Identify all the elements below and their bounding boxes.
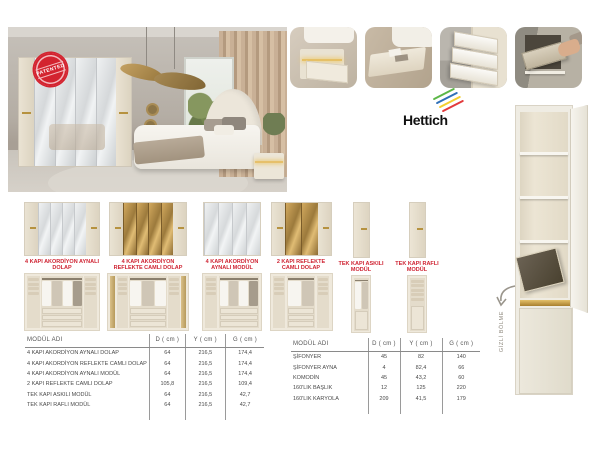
plant: [263, 113, 285, 147]
open-glass-door: [110, 276, 115, 328]
side-shelves: [27, 276, 40, 328]
open-door: [570, 105, 588, 313]
side-shelves: [168, 276, 179, 328]
thumb-hidden-compartment: [515, 27, 582, 88]
pillow: [214, 125, 234, 135]
pendant-cord: [146, 27, 147, 69]
col-header-module: MODÜL ADI: [291, 338, 368, 352]
table-row-spacer: [291, 404, 480, 414]
side-shelves: [117, 276, 128, 328]
thumb-open-drawers: [440, 27, 507, 88]
side-shelves: [84, 276, 97, 328]
hettich-logo: [403, 98, 467, 130]
module-1-open-image: [24, 273, 100, 331]
wardrobe-side-door: [19, 58, 34, 166]
shelf: [520, 196, 568, 199]
table-row: ŞİFONYER 45 82 140: [291, 352, 480, 363]
hanging-section: [354, 278, 369, 331]
hanging-section: [129, 276, 167, 328]
door-panel: [110, 203, 123, 255]
mirror-reflection: [49, 124, 105, 150]
col-header-y: Y ( cm ): [400, 338, 442, 352]
table-row: 4 KAPI AKORDİYON AYNALI MODÜL 64 216,5 174,4: [25, 369, 264, 379]
cabinet-body: [515, 105, 573, 395]
hettich-wordmark: Hettich: [403, 112, 448, 128]
spec-table-wardrobe: [25, 334, 265, 420]
col-header-y: Y ( cm ): [185, 334, 225, 348]
module-group-2: [107, 202, 189, 331]
module-group-3: [198, 202, 266, 331]
bedroom-photo: [8, 27, 287, 192]
table-row: 160'LIK KARYOLA 209 41,5 179: [291, 394, 480, 404]
module-group-6: [393, 202, 441, 333]
door-panel: [25, 203, 38, 255]
spec-table-bedroom: [291, 338, 482, 414]
module-1-closed-image: [24, 202, 100, 256]
col-header-d: D ( cm ): [368, 338, 400, 352]
module-2-label: 4 KAPI AKORDİYON REFLEKTE CAMLI DOLAP: [113, 258, 183, 271]
module-2-open-image: [107, 273, 189, 331]
module-4-open-image: [270, 273, 333, 331]
table-row-spacer: [25, 410, 264, 420]
door-panel: [173, 203, 186, 255]
mirror-panels: [38, 203, 86, 255]
col-header-g: G ( cm ): [225, 334, 264, 348]
shelf: [520, 152, 568, 155]
col-header-g: G ( cm ): [442, 338, 480, 352]
module-3-label: 4 KAPI AKORDİYON AYNALI MODÜL: [205, 258, 259, 271]
table-row: TEK KAPI RAFLI MODÜL 64 216,5 42,7: [25, 400, 264, 410]
module-group-4: [268, 202, 334, 331]
side-shelves: [205, 276, 217, 328]
gold-accent-strip: [520, 300, 570, 306]
pendant-cord: [174, 27, 175, 69]
patented-stamp-label: PATENTED: [35, 62, 66, 77]
mirror-panels: [204, 203, 260, 255]
table-row: 4 KAPI AKORDİYON REFLEKTE CAMLI DOLAP 64 216,5 174,4: [25, 358, 264, 368]
arrow-icon: [493, 283, 519, 309]
hidden-compartment-cabinet: [499, 105, 588, 400]
bottom-door: [519, 308, 572, 394]
module-5-open-image: [351, 275, 371, 333]
reflective-glass-panels: [123, 203, 173, 255]
table-row: 160'LIK BAŞLIK 12 125 220: [291, 383, 480, 393]
module-4-closed-image: [271, 202, 332, 256]
hidden-compartment-annotation: GİZLİ BÖLME: [499, 311, 505, 353]
shelf-section: [410, 278, 425, 331]
table-row: 2 KAPI REFLEKTE CAMLI DOLAP 105,8 216,5 109,4: [25, 379, 264, 389]
module-group-5: [337, 202, 385, 333]
hanging-section: [287, 276, 316, 328]
reflective-glass-panels: [285, 203, 318, 255]
table-row: TEK KAPI ASKILI MODÜL 64 216,5 42,7: [25, 390, 264, 400]
module-1-label: 4 KAPI AKORDİYON AYNALI DOLAP: [25, 258, 99, 271]
door-panel: [272, 203, 285, 255]
module-6-label: TEK KAPI RAFLI MODÜL: [395, 260, 439, 273]
module-5-label: TEK KAPI ASKILI MODÜL: [338, 260, 384, 273]
door-panel: [86, 203, 99, 255]
module-4-label: 2 KAPI REFLEKTE CAMLI DOLAP: [276, 258, 326, 271]
nightstand: [254, 153, 284, 179]
table-row: ŞİFONYER AYNA 4 82,4 66: [291, 362, 480, 372]
module-3-closed-image: [203, 202, 261, 256]
side-shelves: [273, 276, 286, 328]
col-header-module: MODÜL ADI: [25, 334, 149, 348]
open-drawer: [306, 61, 348, 83]
hanging-section: [41, 276, 83, 328]
module-6-open-image: [407, 275, 427, 333]
bed-corner: [304, 27, 354, 43]
wall-decor-circle: [146, 103, 159, 116]
module-2-closed-image: [109, 202, 187, 256]
table-row: 4 KAPI AKORDİYON AYNALI DOLAP 64 216,5 174,4: [25, 348, 264, 359]
open-glass-door: [181, 276, 186, 328]
table-row: KOMODİN 45 43,2 60: [291, 373, 480, 383]
module-6-closed-image: [409, 202, 426, 258]
side-shelves: [317, 276, 330, 328]
hanging-section: [219, 276, 259, 328]
door-panel: [318, 203, 331, 255]
thumb-nightstand-top: [365, 27, 432, 88]
col-header-d: D ( cm ): [149, 334, 185, 348]
bed-corner: [392, 27, 432, 47]
shelf: [520, 240, 568, 243]
thumb-nightstand-led-drawer: [290, 27, 357, 88]
shelf: [525, 71, 565, 74]
module-5-closed-image: [353, 202, 370, 258]
module-group-1: [22, 202, 102, 331]
module-3-open-image: [202, 273, 262, 331]
